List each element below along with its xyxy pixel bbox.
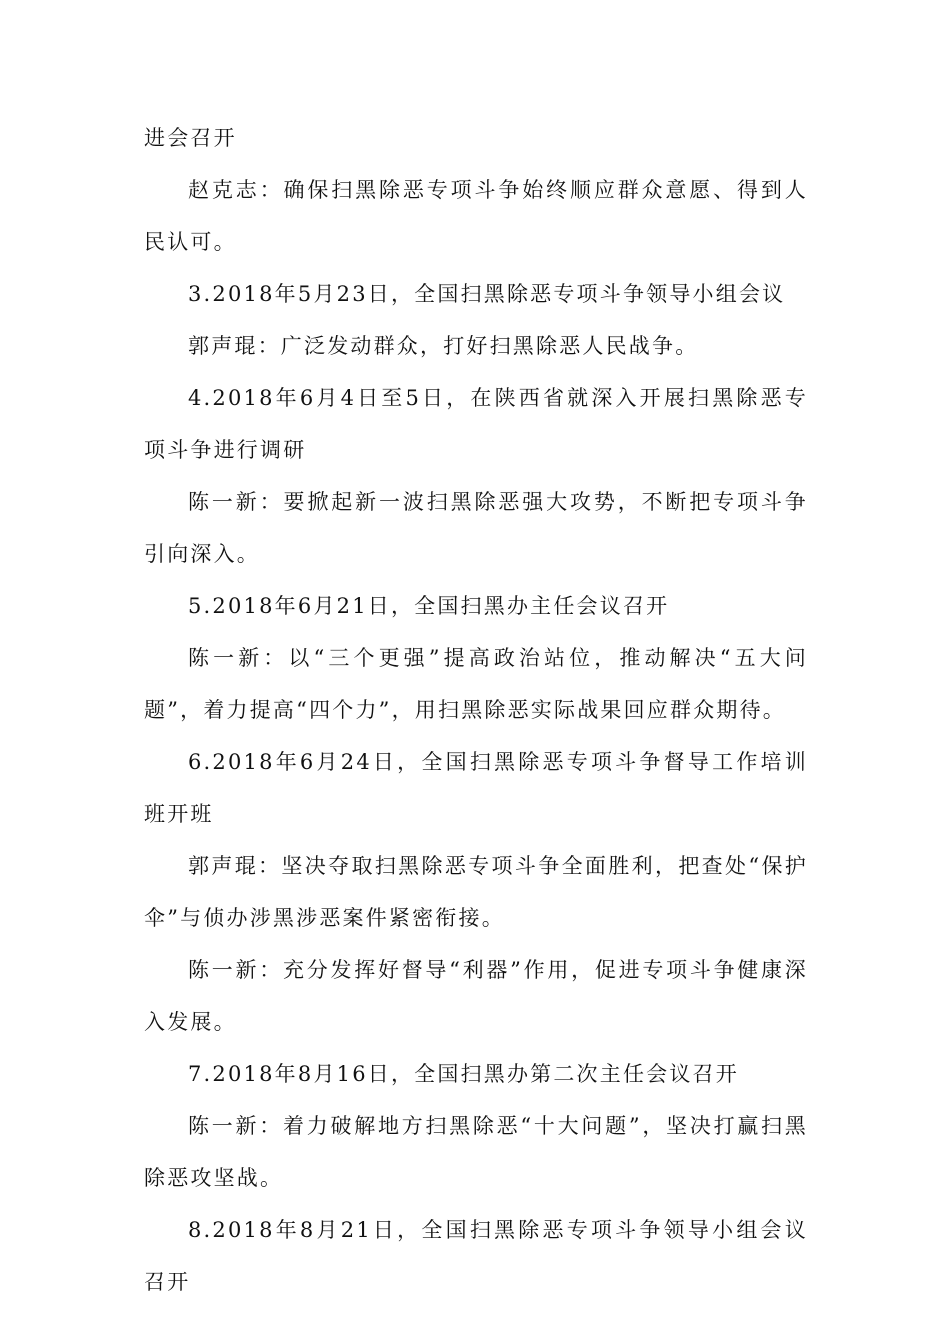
body-paragraph: 郭声琨：坚决夺取扫黑除恶专项斗争全面胜利，把查处“保护伞”与侦办涉黑涉恶案件紧密衔接。 bbox=[144, 854, 808, 930]
body-paragraph: 进会召开 bbox=[144, 126, 237, 150]
body-paragraph: 赵克志：确保扫黑除恶专项斗争始终顺应群众意愿、得到人民认可。 bbox=[144, 178, 808, 254]
body-paragraph: 7.2018年8月16日，全国扫黑办第二次主任会议召开 bbox=[188, 1062, 739, 1086]
body-paragraph: 陈一新：以“三个更强”提高政治站位，推动解决“五大问题”，着力提高“四个力”，用扫黑除恶实际战果回应群众期待。 bbox=[144, 646, 808, 722]
body-paragraph: 陈一新：要掀起新一波扫黑除恶强大攻势，不断把专项斗争引向深入。 bbox=[144, 490, 808, 566]
body-paragraph: 8.2018年8月21日，全国扫黑除恶专项斗争领导小组会议召开 bbox=[144, 1218, 808, 1294]
body-paragraph: 陈一新：充分发挥好督导“利器”作用，促进专项斗争健康深入发展。 bbox=[144, 958, 808, 1034]
body-paragraph: 4.2018年6月4日至5日，在陕西省就深入开展扫黑除恶专项斗争进行调研 bbox=[144, 386, 808, 462]
body-paragraph: 3.2018年5月23日，全国扫黑除恶专项斗争领导小组会议 bbox=[188, 282, 786, 306]
document-body bbox=[144, 112, 808, 1308]
body-paragraph: 5.2018年6月21日，全国扫黑办主任会议召开 bbox=[188, 594, 670, 618]
body-paragraph: 陈一新：着力破解地方扫黑除恶“十大问题”，坚决打赢扫黑除恶攻坚战。 bbox=[144, 1114, 808, 1190]
body-paragraph: 6.2018年6月24日，全国扫黑除恶专项斗争督导工作培训班开班 bbox=[144, 750, 808, 826]
body-paragraph: 郭声琨：广泛发动群众，打好扫黑除恶人民战争。 bbox=[188, 334, 699, 358]
